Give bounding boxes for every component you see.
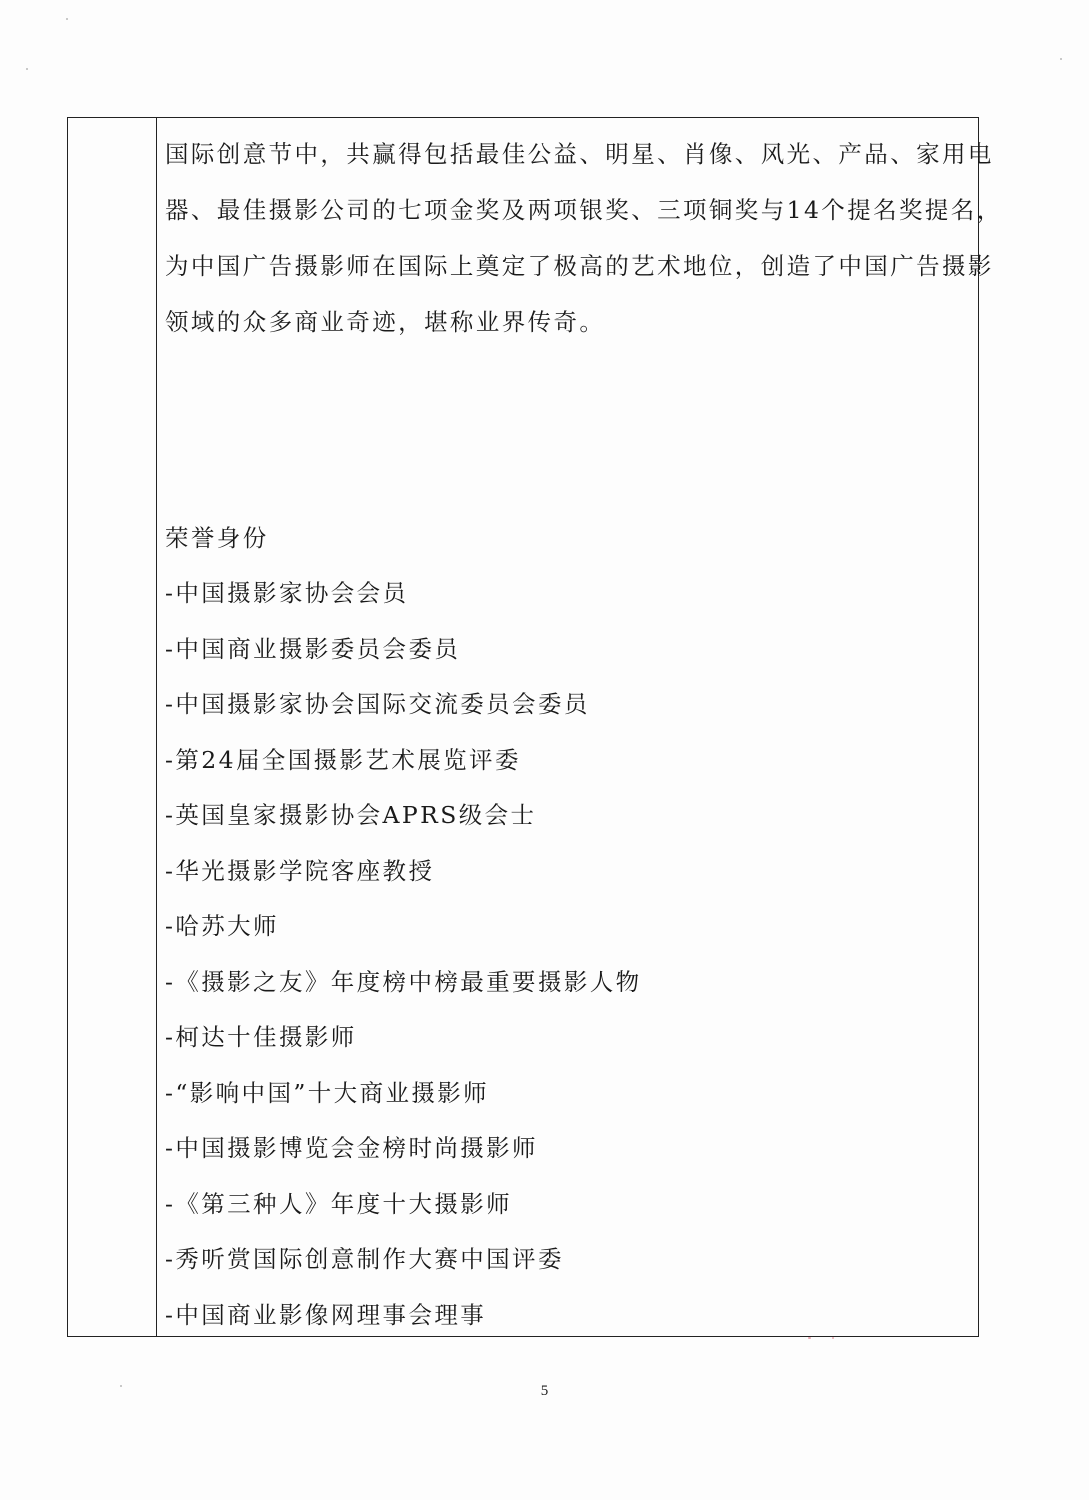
honor-item: -《第三种人》年度十大摄影师: [165, 1189, 513, 1218]
honor-item: -哈苏大师: [165, 912, 279, 940]
honor-item: -中国摄影家协会会员: [165, 579, 409, 607]
paragraph-line: 为中国广告摄影师在国际上奠定了极高的艺术地位，创造了中国广告摄影: [165, 252, 994, 280]
honor-item: -第24届全国摄影艺术展览评委: [165, 745, 521, 774]
honors-list: [165, 510, 642, 1343]
paragraph-line: 器、最佳摄影公司的七项金奖及两项银奖、三项铜奖与14个提名奖提名，: [165, 196, 1003, 224]
honor-item: -秀听赏国际创意制作大赛中国评委: [165, 1245, 564, 1273]
honor-item: -华光摄影学院客座教授: [165, 856, 435, 885]
honor-item: -《摄影之友》年度榜中榜最重要摄影人物: [165, 967, 642, 996]
table-label-cell: [68, 118, 157, 1336]
honor-item: -中国商业影像网理事会理事: [165, 1300, 487, 1329]
table-content-cell: [157, 118, 1003, 1336]
scan-speck: [832, 1337, 834, 1339]
page-number: 5: [540, 1383, 549, 1399]
honor-item: -中国商业摄影委员会委员: [165, 634, 461, 663]
scan-speck: [1060, 58, 1062, 60]
honor-item: -柯达十佳摄影师: [165, 1023, 357, 1051]
scan-speck: [66, 18, 68, 20]
scan-speck: [808, 1337, 811, 1339]
info-table: [67, 117, 1003, 1337]
scan-speck: [26, 68, 28, 70]
honor-item: -中国摄影家协会国际交流委员会委员: [165, 690, 590, 718]
biography-paragraph: [165, 126, 1003, 350]
honor-item: -“影响中国”十大商业摄影师: [165, 1078, 490, 1107]
honor-item: -英国皇家摄影协会APRS级会士: [165, 801, 537, 829]
honors-heading: 荣誉身份: [165, 524, 269, 552]
paragraph-line: 国际创意节中，共赢得包括最佳公益、明星、肖像、风光、产品、家用电: [165, 140, 994, 168]
honor-item: -中国摄影博览会金榜时尚摄影师: [165, 1134, 538, 1162]
paragraph-line: 领域的众多商业奇迹，堪称业界传奇。: [165, 308, 606, 336]
